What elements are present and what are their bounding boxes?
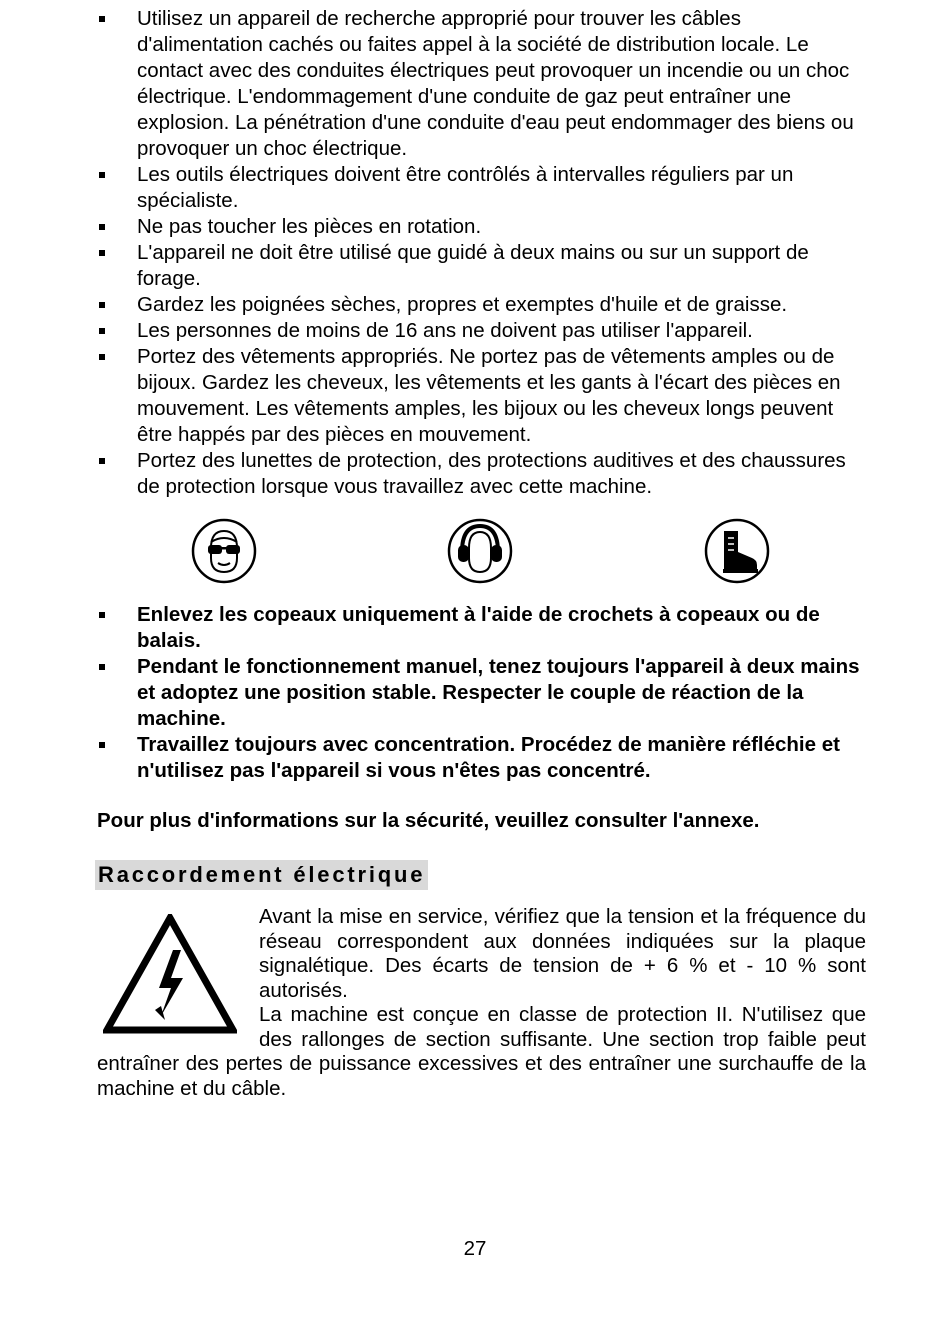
safety-annex-note: Pour plus d'informations sur la sécurité, veuillez consulter l'annexe. xyxy=(97,809,760,832)
page-number: 27 xyxy=(463,1237,487,1260)
list-item: Enlevez les copeaux uniquement à l'aide de crochets à copeaux ou de balais. xyxy=(97,602,872,654)
paragraph: Avant la mise en service, vérifiez que la tension et la fréquence du réseau correspondent aux données indiquées sur la plaque signalétique. Des écarts de tension de + 6 % et - 10 % sont autorisés. xyxy=(259,905,866,1002)
ppe-icons-row xyxy=(0,518,950,584)
safety-boots-icon xyxy=(704,518,770,584)
list-item: Les personnes de moins de 16 ans ne doivent pas utiliser l'appareil. xyxy=(97,318,872,344)
safety-instructions-list xyxy=(97,6,872,500)
section-title: Raccordement électrique xyxy=(95,860,428,890)
list-item: Portez des lunettes de protection, des protections auditives et des chaussures de protection lorsque vous travaillez avec cette machine. xyxy=(97,448,872,500)
safety-glasses-icon xyxy=(191,518,257,584)
list-item: Portez des vêtements appropriés. Ne portez pas de vêtements amples ou de bijoux. Gardez les cheveux, les vêtements et les gants à l'écart des pièces en mouvement. Les vêtements amples, les bijoux ou les cheveux longs peuvent être happés par des pièces en mouvement. xyxy=(97,344,872,448)
bold-instructions-list xyxy=(97,602,872,784)
list-item: L'appareil ne doit être utilisé que guidé à deux mains ou sur un support de forage. xyxy=(97,240,872,292)
list-item: Les outils électriques doivent être contrôlés à intervalles réguliers par un spécialiste. xyxy=(97,162,872,214)
list-item: Pendant le fonctionnement manuel, tenez toujours l'appareil à deux mains et adoptez une position stable. Respecter le couple de réaction de la machine. xyxy=(97,654,872,732)
list-item: Gardez les poignées sèches, propres et exemptes d'huile et de graisse. xyxy=(97,292,872,318)
paragraph: La machine est conçue en classe de protection II. N'utilisez que des rallonges de section suffisante. Une section trop faible peut entraîner des pertes de puissance excessives et des entraîner une surchauffe de la machine et du câble. xyxy=(97,1003,866,1100)
ear-protection-icon xyxy=(447,518,513,584)
list-item: Travaillez toujours avec concentration. Procédez de manière réfléchie et n'utilisez pas l'appareil si vous n'êtes pas concentré. xyxy=(97,732,872,784)
list-item: Ne pas toucher les pièces en rotation. xyxy=(97,214,872,240)
list-item: Utilisez un appareil de recherche approprié pour trouver les câbles d'alimentation cachés ou faites appel à la société de distribution locale. Le contact avec des conduites électriques peut provoquer un incendie ou un choc électrique. L'endommagement d'une conduite de gaz peut entraîner une explosion. La pénétration d'une conduite d'eau peut endommager des biens ou provoquer un choc électrique. xyxy=(97,6,872,162)
electrical-connection-text xyxy=(97,905,866,1101)
